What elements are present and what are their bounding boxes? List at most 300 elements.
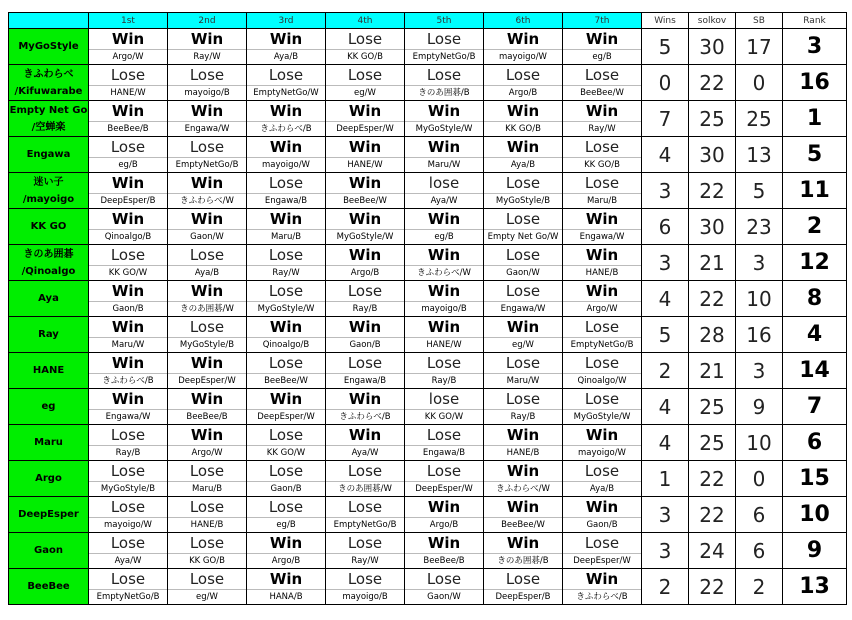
solkov-cell: 25 — [689, 389, 736, 425]
game-cell — [484, 497, 563, 533]
game-cell — [405, 317, 484, 353]
game-opponent: DeepEsper/W — [247, 409, 325, 424]
player-name: DeepEsper — [18, 509, 79, 520]
game-cell — [247, 461, 326, 497]
game-result: Win — [427, 137, 461, 156]
game-result: Win — [190, 389, 224, 408]
game-cell — [247, 101, 326, 137]
player-name-cell — [9, 425, 89, 461]
game-cell — [326, 101, 405, 137]
game-opponent: Gaon/B — [247, 481, 325, 496]
game-cell — [89, 65, 168, 101]
wins-cell: 6 — [642, 209, 689, 245]
game-opponent: Ray/W — [563, 121, 641, 136]
player-row — [9, 317, 847, 353]
game-cell — [247, 569, 326, 605]
game-result: Lose — [505, 173, 541, 192]
game-cell — [326, 245, 405, 281]
game-opponent: MyGoStyle/B — [484, 193, 562, 208]
game-opponent: mayoigo/W — [247, 157, 325, 172]
player-name: 迷い子 — [33, 176, 64, 188]
player-row — [9, 569, 847, 605]
player-name-cell — [9, 65, 89, 101]
sb-cell: 3 — [736, 353, 783, 389]
wins-cell: 2 — [642, 353, 689, 389]
game-result: Lose — [426, 461, 462, 480]
game-result: Lose — [505, 65, 541, 84]
game-opponent: EmptyNetGo/B — [405, 49, 483, 64]
player-name: HANE — [32, 365, 65, 376]
game-cell — [168, 425, 247, 461]
game-opponent: KK GO/B — [484, 121, 562, 136]
game-opponent: HANA/B — [247, 589, 325, 604]
game-opponent: Aya/B — [168, 265, 246, 280]
game-cell — [484, 569, 563, 605]
solkov-cell: 21 — [689, 353, 736, 389]
rank-cell: 13 — [783, 569, 847, 605]
header-rank: Rank — [783, 13, 847, 29]
game-result: Lose — [584, 173, 620, 192]
game-cell — [326, 569, 405, 605]
game-cell — [405, 425, 484, 461]
game-result: Lose — [268, 461, 304, 480]
game-cell — [89, 569, 168, 605]
game-result: Lose — [268, 425, 304, 444]
player-row — [9, 281, 847, 317]
sb-cell: 17 — [736, 29, 783, 65]
game-cell — [484, 65, 563, 101]
game-result: Win — [348, 425, 382, 444]
game-opponent: EmptyNetGo/W — [247, 85, 325, 100]
game-opponent: eg/B — [563, 49, 641, 64]
game-cell — [563, 533, 642, 569]
game-result: Win — [585, 425, 619, 444]
game-cell — [247, 425, 326, 461]
game-cell — [563, 569, 642, 605]
game-opponent: MyGoStyle/B — [89, 481, 167, 496]
game-opponent: DeepEsper/W — [563, 553, 641, 568]
game-cell — [563, 389, 642, 425]
game-opponent: きのあ囲碁/W — [326, 481, 404, 496]
rank-cell: 3 — [783, 29, 847, 65]
game-opponent: Engawa/B — [326, 373, 404, 388]
rank-cell: 14 — [783, 353, 847, 389]
player-alias: /Kifuwarabe — [14, 85, 83, 97]
game-cell — [326, 425, 405, 461]
game-cell — [405, 65, 484, 101]
game-result: Win — [111, 101, 145, 120]
game-result: Win — [269, 317, 303, 336]
player-row — [9, 461, 847, 497]
game-cell — [168, 29, 247, 65]
rank-cell: 8 — [783, 281, 847, 317]
game-result: Win — [269, 569, 303, 588]
header-round-6: 6th — [484, 13, 563, 29]
rank-cell: 15 — [783, 461, 847, 497]
game-opponent: BeeBee/B — [168, 409, 246, 424]
game-opponent: Ray/B — [326, 301, 404, 316]
game-opponent: Ray/W — [168, 49, 246, 64]
game-result: Lose — [505, 389, 541, 408]
game-opponent: DeepEsper/W — [326, 121, 404, 136]
game-result: Lose — [505, 245, 541, 264]
game-result: Win — [427, 209, 461, 228]
player-name: Maru — [34, 437, 63, 448]
game-cell — [484, 533, 563, 569]
game-opponent: Aya/W — [405, 193, 483, 208]
game-result: Lose — [584, 533, 620, 552]
game-cell — [484, 353, 563, 389]
game-opponent: eg/B — [405, 229, 483, 244]
game-cell — [563, 65, 642, 101]
game-result: Win — [348, 389, 382, 408]
game-cell — [563, 425, 642, 461]
game-opponent: Gaon/B — [89, 301, 167, 316]
game-opponent: Argo/W — [89, 49, 167, 64]
game-cell — [247, 533, 326, 569]
game-result: Win — [427, 497, 461, 516]
game-opponent: きふわらべ/W — [484, 481, 562, 496]
solkov-cell: 22 — [689, 281, 736, 317]
game-opponent: Qinoalgo/B — [247, 337, 325, 352]
wins-cell: 4 — [642, 389, 689, 425]
game-opponent: DeepEsper/W — [405, 481, 483, 496]
game-cell — [405, 389, 484, 425]
game-result: Win — [585, 497, 619, 516]
game-cell — [89, 497, 168, 533]
header-wins: Wins — [642, 13, 689, 29]
player-row — [9, 173, 847, 209]
rank-cell: 7 — [783, 389, 847, 425]
game-result: Win — [190, 425, 224, 444]
game-opponent: Aya/B — [247, 49, 325, 64]
game-opponent: きふわらべ/B — [89, 373, 167, 388]
game-opponent: MyGoStyle/W — [563, 409, 641, 424]
header-round-1: 1st — [89, 13, 168, 29]
player-name: BeeBee — [27, 581, 70, 592]
game-opponent: きふわらべ/B — [247, 121, 325, 136]
game-cell — [89, 173, 168, 209]
game-result: Win — [506, 533, 540, 552]
game-opponent: KK GO/B — [326, 49, 404, 64]
solkov-cell: 22 — [689, 65, 736, 101]
game-opponent: Engawa/B — [405, 445, 483, 460]
game-result: Lose — [347, 353, 383, 372]
game-result: Win — [190, 281, 224, 300]
game-opponent: KK GO/W — [405, 409, 483, 424]
game-opponent: eg/W — [168, 589, 246, 604]
game-result: Lose — [347, 29, 383, 48]
game-opponent: Qinoalgo/W — [563, 373, 641, 388]
game-result: Lose — [426, 353, 462, 372]
game-cell — [405, 245, 484, 281]
game-result: Lose — [268, 245, 304, 264]
game-result: Lose — [110, 497, 146, 516]
game-result: Lose — [110, 533, 146, 552]
game-opponent: BeeBee/W — [247, 373, 325, 388]
game-result: Lose — [110, 245, 146, 264]
game-cell — [168, 461, 247, 497]
header-corner — [9, 13, 89, 29]
wins-cell: 3 — [642, 173, 689, 209]
player-row — [9, 101, 847, 137]
game-result: Win — [427, 533, 461, 552]
game-opponent: HANE/B — [563, 265, 641, 280]
game-result: Lose — [268, 497, 304, 516]
game-cell — [484, 389, 563, 425]
game-result: Win — [269, 101, 303, 120]
game-opponent: BeeBee/W — [484, 517, 562, 532]
game-cell — [168, 245, 247, 281]
game-result: Lose — [426, 65, 462, 84]
game-result: Lose — [347, 461, 383, 480]
game-opponent: HANE/W — [326, 157, 404, 172]
game-cell — [484, 101, 563, 137]
solkov-cell: 30 — [689, 137, 736, 173]
game-opponent: BeeBee/B — [89, 121, 167, 136]
game-result: lose — [428, 389, 460, 408]
wins-cell: 4 — [642, 137, 689, 173]
game-cell — [168, 497, 247, 533]
game-cell — [326, 65, 405, 101]
game-cell — [484, 209, 563, 245]
game-opponent: EmptyNetGo/B — [326, 517, 404, 532]
sb-cell: 5 — [736, 173, 783, 209]
game-result: Lose — [189, 533, 225, 552]
game-result: Win — [269, 29, 303, 48]
sb-cell: 2 — [736, 569, 783, 605]
player-name-cell — [9, 353, 89, 389]
game-cell — [89, 317, 168, 353]
game-cell — [405, 533, 484, 569]
game-opponent: DeepEsper/B — [484, 589, 562, 604]
game-cell — [89, 101, 168, 137]
game-opponent: DeepEsper/B — [89, 193, 167, 208]
game-result: Win — [190, 101, 224, 120]
game-result: Win — [506, 425, 540, 444]
game-opponent: きのあ囲碁/B — [405, 85, 483, 100]
wins-cell: 1 — [642, 461, 689, 497]
game-opponent: HANE/W — [405, 337, 483, 352]
game-cell — [405, 569, 484, 605]
game-cell — [247, 137, 326, 173]
player-row — [9, 209, 847, 245]
game-result: Win — [190, 209, 224, 228]
header-sb: SB — [736, 13, 783, 29]
game-cell — [247, 245, 326, 281]
rank-cell: 6 — [783, 425, 847, 461]
sb-cell: 13 — [736, 137, 783, 173]
game-cell — [247, 353, 326, 389]
wins-cell: 3 — [642, 245, 689, 281]
player-name-cell — [9, 173, 89, 209]
game-opponent: KK GO/B — [168, 553, 246, 568]
game-result: Lose — [347, 281, 383, 300]
game-result: Win — [348, 245, 382, 264]
game-opponent: Aya/W — [89, 553, 167, 568]
game-cell — [247, 29, 326, 65]
game-cell — [326, 209, 405, 245]
game-opponent: Gaon/B — [563, 517, 641, 532]
player-name-cell — [9, 317, 89, 353]
game-cell — [326, 389, 405, 425]
game-opponent: Engawa/W — [168, 121, 246, 136]
game-opponent: Engawa/W — [89, 409, 167, 424]
sb-cell: 3 — [736, 245, 783, 281]
game-opponent: eg/B — [89, 157, 167, 172]
game-opponent: mayoigo/B — [405, 301, 483, 316]
player-row — [9, 389, 847, 425]
sb-cell: 25 — [736, 101, 783, 137]
solkov-cell: 30 — [689, 209, 736, 245]
game-cell — [326, 317, 405, 353]
game-cell — [326, 281, 405, 317]
player-name-cell — [9, 245, 89, 281]
game-cell — [168, 137, 247, 173]
player-name: きふわらべ — [23, 68, 74, 80]
game-result: Win — [585, 569, 619, 588]
game-cell — [563, 497, 642, 533]
game-cell — [247, 497, 326, 533]
game-cell — [326, 533, 405, 569]
solkov-cell: 22 — [689, 173, 736, 209]
wins-cell: 4 — [642, 281, 689, 317]
game-result: Win — [585, 101, 619, 120]
game-cell — [89, 137, 168, 173]
game-cell — [484, 281, 563, 317]
game-result: Win — [111, 281, 145, 300]
game-result: Win — [348, 173, 382, 192]
rank-cell: 5 — [783, 137, 847, 173]
game-result: Lose — [347, 533, 383, 552]
player-name: Aya — [38, 293, 59, 304]
player-name: Argo — [35, 473, 62, 484]
player-name-cell — [9, 461, 89, 497]
game-result: Lose — [505, 281, 541, 300]
game-cell — [89, 209, 168, 245]
game-opponent: Engawa/B — [247, 193, 325, 208]
sb-cell: 0 — [736, 461, 783, 497]
game-cell — [563, 29, 642, 65]
game-opponent: HANE/B — [484, 445, 562, 460]
game-result: Lose — [347, 497, 383, 516]
game-cell — [563, 317, 642, 353]
game-result: Lose — [426, 29, 462, 48]
player-name: Engawa — [26, 149, 71, 160]
game-result: Lose — [505, 569, 541, 588]
game-cell — [563, 461, 642, 497]
player-name: eg — [41, 401, 56, 412]
game-result: Lose — [110, 137, 146, 156]
game-result: Lose — [347, 569, 383, 588]
header-solkov: solkov — [689, 13, 736, 29]
game-opponent: mayoigo/W — [484, 49, 562, 64]
solkov-cell: 24 — [689, 533, 736, 569]
game-result: Lose — [268, 281, 304, 300]
game-result: Lose — [584, 353, 620, 372]
game-opponent: KK GO/W — [89, 265, 167, 280]
game-opponent: Engawa/W — [563, 229, 641, 244]
game-opponent: きふわらべ/B — [563, 589, 641, 604]
game-opponent: Argo/B — [247, 553, 325, 568]
game-opponent: Ray/B — [89, 445, 167, 460]
game-cell — [89, 29, 168, 65]
game-result: Win — [506, 317, 540, 336]
game-cell — [405, 173, 484, 209]
wins-cell: 0 — [642, 65, 689, 101]
game-result: Win — [585, 281, 619, 300]
game-cell — [484, 425, 563, 461]
player-name-cell — [9, 29, 89, 65]
player-name-cell — [9, 137, 89, 173]
wins-cell: 3 — [642, 533, 689, 569]
player-name-cell — [9, 389, 89, 425]
rank-cell: 16 — [783, 65, 847, 101]
solkov-cell: 25 — [689, 425, 736, 461]
game-opponent: Gaon/W — [168, 229, 246, 244]
game-result: Win — [348, 137, 382, 156]
game-result: Win — [269, 137, 303, 156]
game-result: Lose — [268, 353, 304, 372]
game-opponent: BeeBee/W — [326, 193, 404, 208]
game-cell — [563, 209, 642, 245]
player-name-cell — [9, 533, 89, 569]
game-cell — [247, 317, 326, 353]
game-cell — [484, 29, 563, 65]
game-result: Lose — [584, 65, 620, 84]
game-result: Lose — [584, 317, 620, 336]
game-result: Lose — [110, 461, 146, 480]
game-cell — [168, 101, 247, 137]
game-opponent: Qinoalgo/B — [89, 229, 167, 244]
rank-cell: 11 — [783, 173, 847, 209]
game-result: Lose — [189, 461, 225, 480]
rank-cell: 10 — [783, 497, 847, 533]
player-alias: /Qinoalgo — [21, 265, 76, 277]
game-opponent: eg/W — [484, 337, 562, 352]
game-cell — [484, 317, 563, 353]
game-cell — [484, 173, 563, 209]
game-cell — [563, 137, 642, 173]
sb-cell: 10 — [736, 281, 783, 317]
game-opponent: Ray/W — [247, 265, 325, 280]
game-cell — [563, 245, 642, 281]
game-result: Lose — [426, 425, 462, 444]
game-cell — [247, 65, 326, 101]
game-cell — [89, 533, 168, 569]
game-cell — [563, 101, 642, 137]
game-cell — [168, 281, 247, 317]
game-cell — [247, 173, 326, 209]
game-cell — [89, 245, 168, 281]
game-result: Win — [190, 353, 224, 372]
game-opponent: Maru/W — [405, 157, 483, 172]
game-cell — [563, 353, 642, 389]
game-opponent: Maru/B — [247, 229, 325, 244]
player-name-cell — [9, 209, 89, 245]
game-result: Win — [506, 137, 540, 156]
game-cell — [168, 173, 247, 209]
game-cell — [168, 569, 247, 605]
game-cell — [405, 353, 484, 389]
game-opponent: Aya/W — [326, 445, 404, 460]
game-cell — [484, 245, 563, 281]
game-opponent: KK GO/B — [563, 157, 641, 172]
player-name: きのあ囲碁 — [23, 248, 74, 260]
game-cell — [405, 101, 484, 137]
game-opponent: MyGoStyle/W — [326, 229, 404, 244]
game-cell — [405, 497, 484, 533]
